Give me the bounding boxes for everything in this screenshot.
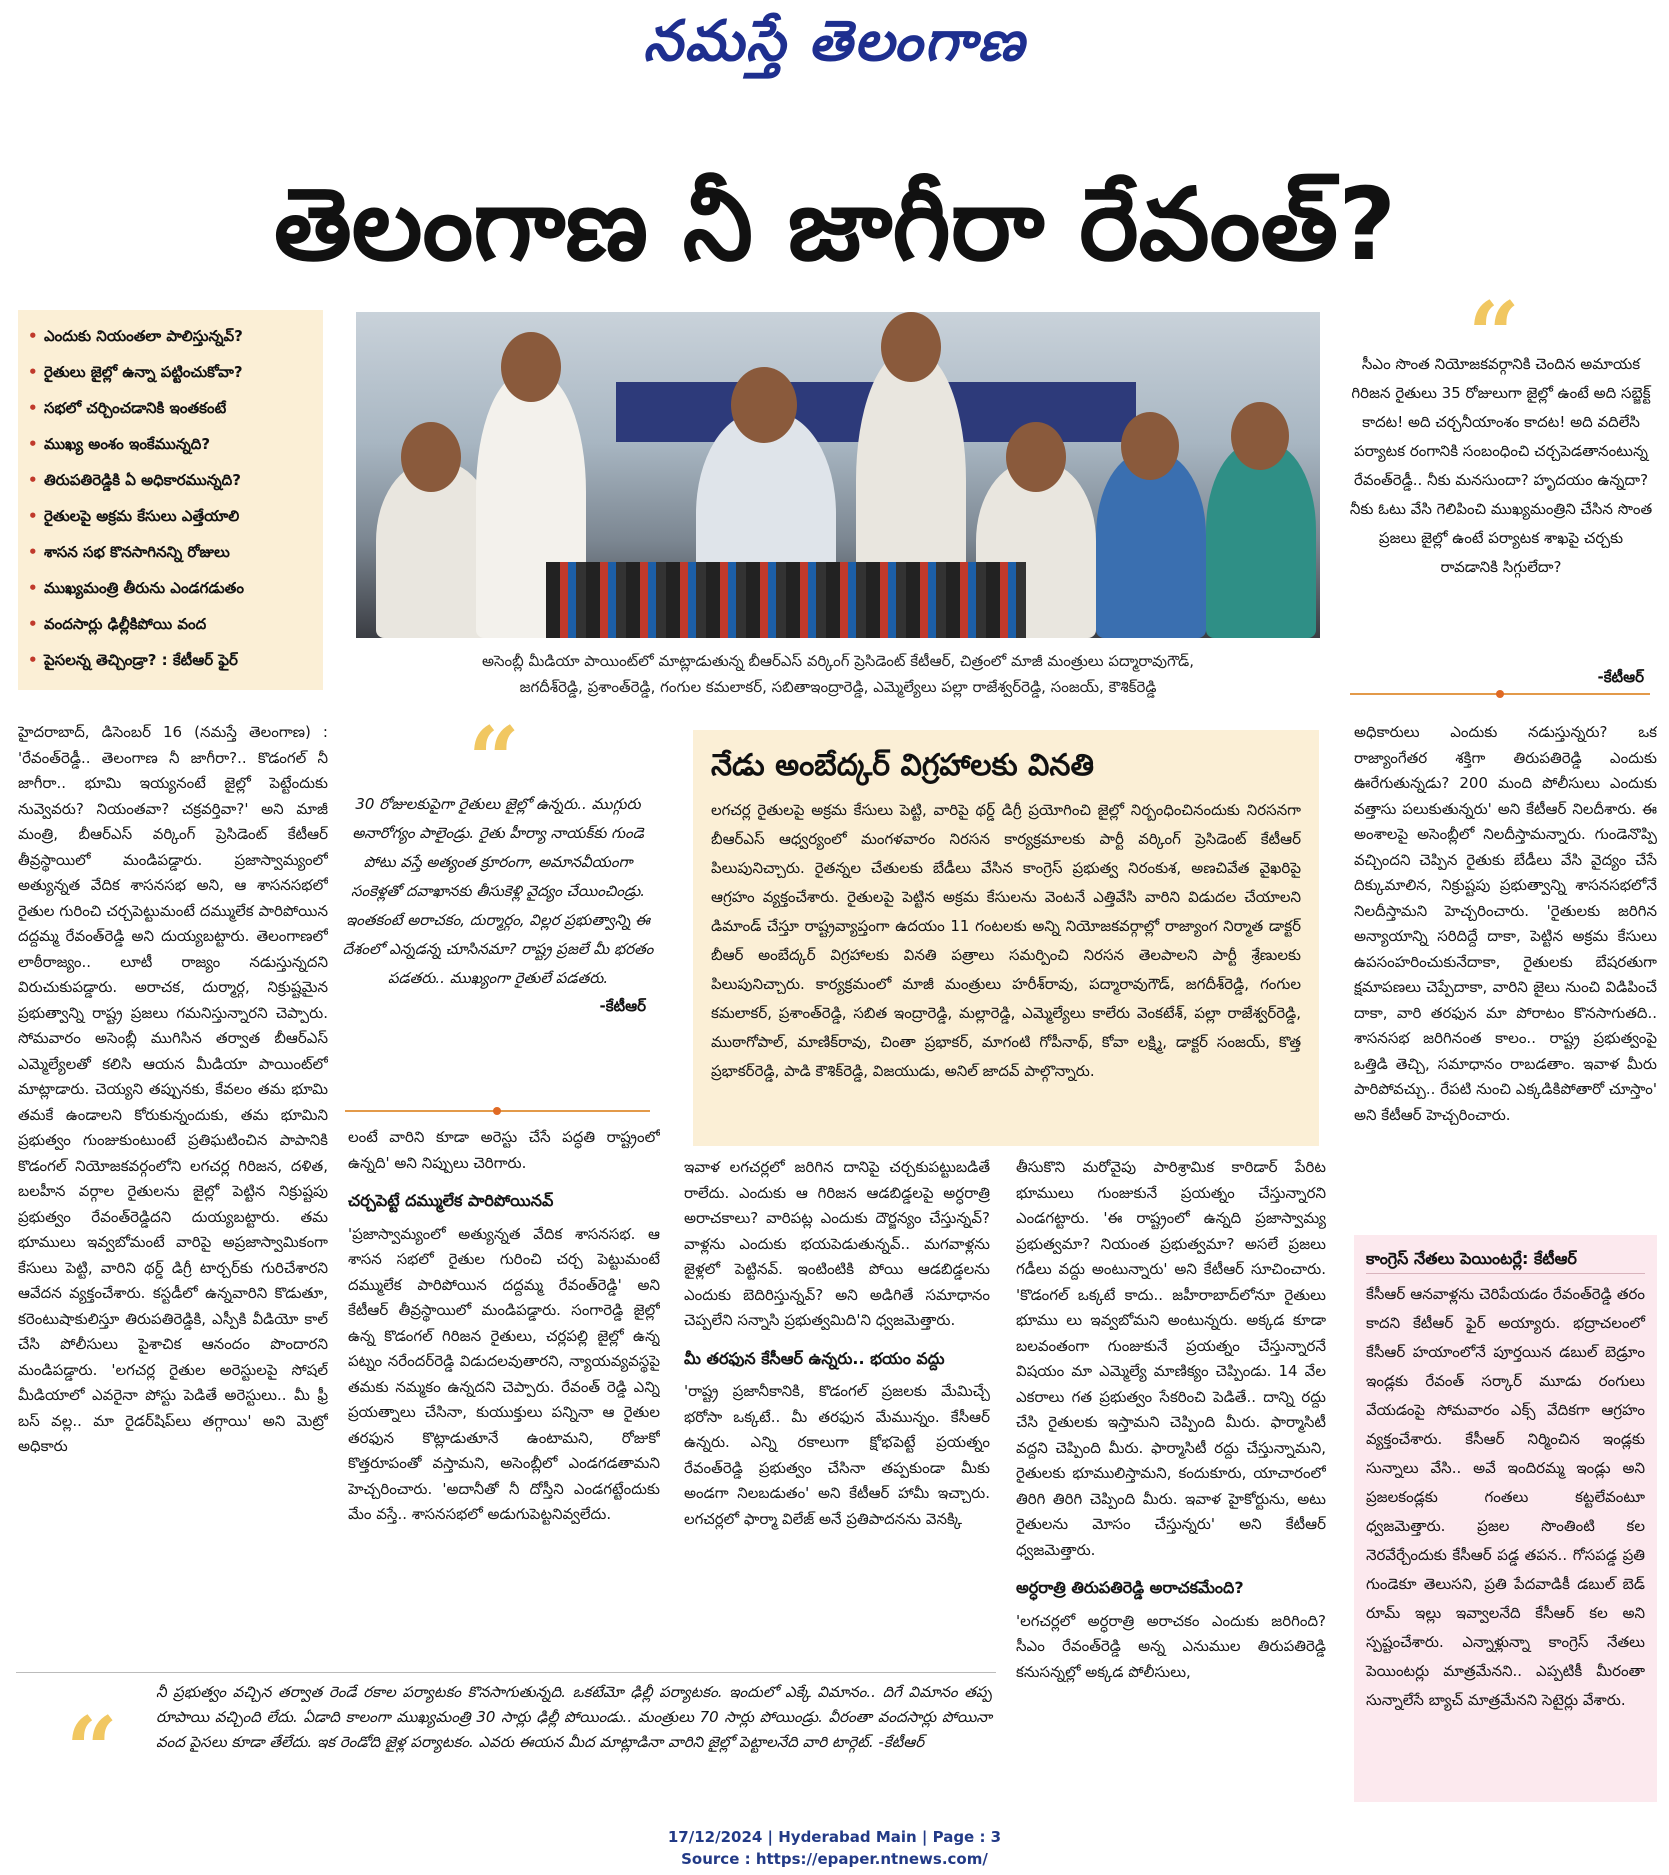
left-quote-text: 30 రోజులకుపైగా రైతులు జైల్లో ఉన్నరు.. ముగ్గురు అనారోగ్యం పాలైండ్రు. రైతు హీర్యా నాయక్‌కు గుండె పోటు వస్తే అత్యంత క్రూరంగా, అమానవీయంగా సంకెళ్లతో దవాఖానకు తీసుకెళ్లి వైద్యం చేయించిండ్రు. ఇంతకంటే అరాచకం, దుర్మార్గం, విల్లర ప్రభుత్వాన్ని ఈ దేశంలో ఎన్నడన్న చూసినమా? రాష్ట్ర ప్రజలే మీ భరతం పడతరు.. ముఖ్యంగా రైతులే పడతరు. — [342, 795, 654, 987]
questions-box — [18, 310, 323, 690]
question-item: • సభలో చర్చించడానికి ఇంతకంటే — [28, 390, 317, 426]
column-2 — [348, 1125, 660, 1680]
congress-box-title: కాంగ్రెస్ నేతలు పెయింటర్లే: కేటీఆర్ — [1366, 1245, 1645, 1274]
questions-list — [28, 318, 317, 678]
question-item: • తిరుపతిరెడ్డికి ఏ అధికారమున్నది? — [28, 462, 317, 498]
press-conference-photo — [356, 312, 1320, 638]
bottom-quote-text: నీ ప్రభుత్వం వచ్చిన తర్వాత రెండే రకాల పర్యాటకం కొనసాగుతున్నది. ఒకటేమో ఢిల్లీ పర్యాటకం. ఇందులో ఎక్కే విమానం.. దిగే విమానం తప్ప రూపాయి వచ్చింది లేదు. ఏడాది కాలంగా ముఖ్యమంత్రి 30 సార్లు ఢిల్లీ పోయిండు.. మంత్రులు 70 సార్లు పోయిండ్రు. వీరంతా వందసార్లు పోయినా వంద పైసలు కూడా తేలేదు. ఇక రెండోది జైళ్ల పర్యాటకం. ఎవరు ఈయన మీద మాట్లాడినా వారిని జైల్లో పెట్టాలనేది వారి టార్గెట్. -కేటీఆర్ — [156, 1683, 992, 1751]
divider-dot — [1496, 690, 1504, 698]
column-5 — [1354, 720, 1657, 1225]
right-quote-byline: -కేటీఆర్ — [1597, 668, 1644, 686]
caption-line-2: జగదీశ్‌రెడ్డి, ప్రశాంత్‌రెడ్డి, గంగుల కమలాకర్, సబితాఇంద్రారెడ్డి, ఎమ్మెల్యేలు పల్లా రాజేశ్వర్‌రెడ్డి, సంజయ్, కౌశిక్‌రెడ్డి — [519, 678, 1157, 696]
caption-line-1: అసెంబ్లీ మీడియా పాయింట్‌లో మాట్లాడుతున్న బీఆర్‌ఎస్ వర్కింగ్ ప్రెసిడెంట్ కేటీఆర్, చిత్రంలో మాజీ మంత్రులు పద్మారావుగౌడ్, — [482, 652, 1194, 670]
column-2-body: 'ప్రజాస్వామ్యంలో అత్యున్నత వేదిక శాసనసభ. ఆ శాసన సభలో రైతుల గురించి చర్చ పెట్టుమంటే దమ్ములేక పారిపోయిన దద్దమ్మ రేవంత్‌రెడ్డి' అని కేటీఆర్ తీవ్రస్థాయిలో మండిపడ్డారు. సంగారెడ్డి జైల్లో ఉన్న కొడంగల్ గిరిజన రైతులు, చర్లపల్లి జైల్లో ఉన్న పట్నం నరేందర్‌రెడ్డి విడుదలవుతారని, న్యాయవ్యవస్థపై తమకు నమ్మకం ఉన్నదని చెప్పారు. రేవంత్ రెడ్డి ఎన్ని ప్రయత్నాలు చేసినా, కుయుక్తులు పన్నినా ఆ రైతుల తరఫున కొట్లాడుతూనే ఉంటామని, రోజుకో కొత్తరూపంతో వస్తామని, అసెంబ్లీలో ఎండగడతామని హెచ్చరించారు. 'అదానీతో నీ దోస్తీని ఎండగట్టేందుకు మేం వస్తే.. శాసనసభలో అడుగుపెట్టనివ్వలేదు. — [348, 1224, 660, 1523]
quote-icon: “ — [1468, 282, 1520, 388]
ambedkar-body: లగచర్ల రైతులపై అక్రమ కేసులు పెట్టి, వారిపై థర్డ్ డిగ్రీ ప్రయోగించి జైల్లో నిర్బంధించినందుకు నిరసనగా బీఆర్‌ఎస్ ఆధ్వర్యంలో మంగళవారం నిరసన కార్యక్రమాలకు పార్టీ వర్కింగ్ ప్రెసిడెంట్ కేటీఆర్ పిలుపునిచ్చారు. రైతన్నల చేతులకు బేడీలు వేసిన కాంగ్రెస్ ప్రభుత్వ నిరంకుశ, అణచివేత వైఖరిపై ఆగ్రహం వ్యక్తంచేశారు. రైతులపై పెట్టిన అక్రమ కేసులను వెంటనే ఎత్తివేసి వారిని విడుదల చేయాలని డిమాండ్ చేస్తూ రాష్ట్రవ్యాప్తంగా ఉదయం 11 గంటలకు అన్ని నియోజకవర్గాల్లో రాజ్యాంగ నిర్మాత డాక్టర్ బీఆర్ అంబేద్కర్ విగ్రహాలకు వినతి పత్రాలు సమర్పించి నిరసన తెలపాలని పార్టీ శ్రేణులకు పిలుపునిచ్చారు. కార్యక్రమంలో మాజీ మంత్రులు హరీశ్‌రావు, పద్మారావుగౌడ్, జగదీశ్‌రెడ్డి, గంగుల కమలాకర్, ప్రశాంత్‌రెడ్డి, సబిత ఇంద్రారెడ్డి, మల్లారెడ్డి, ఎమ్మెల్యేలు కాలేరు వెంకటేశ్, పల్లా రాజేశ్వర్‌రెడ్డి, ముఠాగోపాల్, మాణిక్‌రావు, చింతా ప్రభాకర్, మాగంటి గోపీనాథ్, కోవా లక్ష్మి, డాక్టర్ సంజయ్, కొత్త ప్రభాకర్‌రెడ్డి, పాడి కౌశిక్‌రెడ్డి, విజయుడు, అనిల్ జాదవ్ పాల్గొన్నారు. — [711, 801, 1301, 1080]
divider-dot — [493, 1107, 501, 1115]
column-5-text: అధికారులు ఎందుకు నడుస్తున్నరు? ఒక రాజ్యాంగేతర శక్తిగా తిరుపతిరెడ్డి ఎందుకు ఊరేగుతున్నడు? 200 మంది పోలీసులు ఎందుకు వత్తాసు పలుకుతున్నరు' అని కేటీఆర్ నిలదీశారు. ఈ అంశాలపై అసెంబ్లీలో నిలదీస్తామన్నారు. గుండెనొప్పి వచ్చిందని చెప్పిన రైతుకు బేడీలు వేసి వైద్యం చేసే దిక్కుమాలిన, నిక్రుష్టపు ప్రభుత్వాన్ని శాసనసభలోనే నిలదీస్తామని హెచ్చరించారు. 'రైతులకు జరిగిన అన్యాయాన్ని సరిదిద్దే దాకా, పెట్టిన అక్రమ కేసులు ఉపసంహరించుకునేదాకా, రైతులకు బేషరతుగా క్షమాపణలు చెప్పేదాకా, వారిని జైలు నుంచి విడిపించే దాకా, వారి తరఫున మా పోరాటం కొనసాగుతది.. శాసనసభ జరిగినంత కాలం.. రాష్ట్ర ప్రభుత్వంపై ఒత్తిడి తెచ్చి, సమాధానం రాబడతాం. ఇవాళ మీరు పారిపోవచ్చు.. రేపటి నుంచి ఎక్కడికిపోతారో చూస్తాం' అని కేటీఆర్ హెచ్చరించారు. — [1354, 723, 1657, 1124]
column-3 — [684, 1155, 990, 1680]
quote-icon: “ — [468, 707, 520, 813]
column-1-text: హైదరాబాద్, డిసెంబర్ 16 (నమస్తే తెలంగాణ) : 'రేవంత్‌రెడ్డీ.. తెలంగాణ నీ జాగీరా?.. కొడంగల్ నీ జాగీరా.. భూమి ఇయ్యనంటే జైల్లో పెట్టేందుకు నువ్వెవరు? నియంతవా? చక్రవర్తివా?' అని మాజీ మంత్రి, బీఆర్‌ఎస్ వర్కింగ్ ప్రెసిడెంట్ కేటీఆర్ తీవ్రస్థాయిలో మండిపడ్డారు. ప్రజాస్వామ్యంలో అత్యున్నత వేదిక శాసనసభ అని, ఆ శాసనసభలో రైతుల గురించి చర్చపెట్టుమంటే దమ్ములేక పారిపోయిన దద్దమ్మ రేవంత్‌రెడ్డి అని దుయ్యబట్టారు. తెలంగాణలో లాఠీరాజ్యం.. లూటీ రాజ్యం నడుస్తున్నదని విరుచుకుపడ్డారు. అరాచక, దుర్మార్గ, నిక్రుష్టమైన ప్రభుత్వాన్ని రాష్ట్ర ప్రజలు గమనిస్తున్నారని చెప్పారు. సోమవారం అసెంబ్లీ ముగిసిన తర్వాత బీఆర్‌ఎస్ ఎమ్మెల్యేలతో కలిసి ఆయన మీడియా పాయింట్‌లో మాట్లాడారు. చెయ్యని తప్పునకు, కేవలం తమ భూమి తమకే ఉండాలని కోరుకున్నందుకు, తమ భూమిని ప్రభుత్వం గుంజుకుంటుంటే ప్రతిఘటించిన పాపానికి కొడంగల్ నియోజకవర్గంలోని లగచర్ల గిరిజన, దళిత, బలహీన వర్గాల రైతులను జైల్లో పెట్టిన నిక్రుష్టపు ప్రభుత్వం రేవంత్‌రెడ్డిదని దుయ్యబట్టారు. తమ భూములు ఇవ్వబోమంటే వారిపై అప్రజాస్వామికంగా కేసులు పెట్టి, వారిని థర్డ్ డిగ్రీ టార్చర్‌కు గురిచేశారని ఆవేదన వ్యక్తంచేశారు. కస్టడీలో ఉన్నవారిని కొడుతూ, కరెంటుషాకులిస్తూ తిరుపతిరెడ్డికి, ఎస్పీకి వీడియో కాల్ చేసి పోలీసులు పైశాచిక ఆనందం పొందారని మండిపడ్డారు. 'లగచర్ల రైతుల అరెస్టులపై సోషల్ మీడియాలో ఎవరైనా పోస్టు పెడితే అరెస్టులు.. మీ ఫ్రీ బస్ వల్ల.. మా రైడర్‌షిప్‌లు తగ్గాయి' అని మెట్రో అధికారు — [18, 723, 328, 1455]
ambedkar-box — [693, 730, 1319, 1146]
column-2-intro: లంటే వారిని కూడా అరెస్టు చేసే పద్ధతి రాష్ట్రంలో ఉన్నది' అని నిప్పులు చెరిగారు. — [348, 1128, 660, 1172]
question-item: • పైసలన్న తెచ్చిండ్రా? : కేటీఆర్ ఫైర్ — [28, 642, 317, 678]
headline-text: తెలంగాణ నీ జాగీరా రేవంత్? — [273, 166, 1397, 283]
question-item: • వందసార్లు ఢిల్లీకిపోయి వంద — [28, 606, 317, 642]
right-quote-box — [1348, 282, 1654, 690]
question-item: • శాసన సభ కొనసాగినన్ని రోజులు — [28, 534, 317, 570]
question-item: • ముఖ్య అంశం ఇంకేమున్నది? — [28, 426, 317, 462]
column-4-body-2: 'లగచర్లలో అర్ధరాత్రి అరాచకం ఎందుకు జరిగింది? సీఎం రేవంత్‌రెడ్డి అన్న ఎనుముల తిరుపతిరెడ్డి కనుసన్నల్లో అక్కడ పోలీసులు, — [1016, 1611, 1326, 1681]
congress-box-body: కేసీఆర్ ఆనవాళ్లను చెరిపేయడం రేవంత్‌రెడ్డి తరం కాదని కేటీఆర్ ఫైర్ అయ్యారు. భద్రాచలంలో కేసీఆర్ హయాంలోనే పూర్తయిన డబుల్ బెడ్రూం ఇండ్లకు రేవంత్ సర్కార్ మూడు రంగులు వేయడంపై సోమవారం ఎక్స్ వేదికగా ఆగ్రహం వ్యక్తంచేశారు. కేసీఆర్ నిర్మించిన ఇండ్లకు సున్నాలు వేసి.. అవే ఇందిరమ్మ ఇండ్లు అని ప్రజలకండ్లకు గంతలు కట్టలేవంటూ ధ్వజమెత్తారు. ప్రజల సొంతింటి కల నెరవేర్చేందుకు కేసీఆర్ పడ్డ తపన.. గోసపడ్డ ప్రతి గుండెకూ తెలుసని, ప్రతి పేదవాడికీ డబుల్ బెడ్ రూమ్ ఇల్లు ఇవ్వాలనేది కేసీఆర్ కల అని స్పష్టంచేశారు. ఎన్నాళ్లున్నా కాంగ్రెస్ నేతలు పెయింటర్లు మాత్రమేనని.. ఎప్పటికీ మీరంతా సున్నాలేసే బ్యాచ్ మాత్రమేనని సెటైర్లు వేశారు. — [1366, 1285, 1645, 1709]
right-quote-text: సీఎం సొంత నియోజకవర్గానికి చెందిన అమాయక గిరిజన రైతులు 35 రోజులుగా జైల్లో ఉంటే అది సబ్జెక్ట్ కాదట! అది చర్చనీయాంశం కాదట! అది వదిలేసి పర్యాటక రంగానికి సంబంధించి చర్చపెడతానంటున్న రేవంత్‌రెడ్డీ.. నీకు మనసుందా? హృదయం ఉన్నదా? నీకు ఓటు వేసి గెలిపించి ముఖ్యమంత్రిని చేసిన సొంత ప్రజలు జైల్లో ఉంటే పర్యాటక శాఖపై చర్చకు రావడానికి సిగ్గులేదా? — [1349, 355, 1653, 576]
congress-painters-box — [1354, 1235, 1657, 1802]
column-3-body-1: ఇవాళ లగచర్లలో జరిగిన దానిపై చర్చకుపట్టుబడితే రాలేదు. ఎందుకు ఆ గిరిజన ఆడబిడ్డలపై అర్ధరాత్రి అరాచకాలు? వారిపట్ల ఎందుకు దౌర్జన్యం చేస్తున్నవ్? వాళ్లను ఎందుకు భయపెడుతున్నవ్.. మగవాళ్లను జైళ్లలో పెట్టినవ్. ఇంటింటికి పోయి ఆడబిడ్డలను ఎందుకు బెదిరిస్తున్నవ్? అని అడిగితే సమాధానం చెప్పలేని సన్నాసి ప్రభుత్వమిది'ని ధ్వజమెత్తారు. — [684, 1158, 990, 1329]
left-quote-box — [340, 707, 656, 1110]
question-item: • రైతులపై అక్రమ కేసులు ఎత్తేయాలి — [28, 498, 317, 534]
question-item: • ముఖ్యమంత్రి తీరును ఎండగడుతం — [28, 570, 317, 606]
main-headline — [15, 150, 1655, 310]
quote-icon: “ — [66, 1697, 118, 1803]
bottom-quote-box — [16, 1680, 996, 1810]
column-3-body-2: 'రాష్ట్ర ప్రజానీకానికి, కొడంగల్ ప్రజలకు మేమిచ్చే భరోసా ఒక్కటే.. మీ తరఫున మేమున్నం. కేసీఆర్ ఉన్నరు. ఎన్ని రకాలుగా క్షోభపెట్టే ప్రయత్నం రేవంత్‌రెడ్డి ప్రభుత్వం చేసినా తప్పకుండా మీకు అండగా నిలబడుతం' అని కేటీఆర్ హామీ ఇచ్చారు. లగచర్లలో ఫార్మా విలేజ్ అనే ప్రతిపాదనను వెనక్కి — [684, 1382, 990, 1528]
question-item: • ఎందుకు నియంతలా పాలిస్తున్నవ్? — [28, 318, 317, 354]
column-2-subhead: చర్చపెట్టే దమ్ములేక పారిపోయినవ్ — [348, 1191, 554, 1210]
column-4 — [1016, 1155, 1326, 1805]
divider — [16, 1672, 996, 1673]
column-4-subhead: అర్ధరాత్రి తిరుపతిరెడ్డి అరాచకమేంది? — [1016, 1578, 1244, 1597]
masthead-title: నమస్తే తెలంగాణ — [643, 8, 1026, 74]
column-4-body-1: తీసుకొని మరోవైపు పారిశ్రామిక కారిడార్ పేరిట భూములు గుంజుకునే ప్రయత్నం చేస్తున్నారని ఎండగట్టారు. 'ఈ రాష్ట్రంలో ఉన్నది ప్రజాస్వామ్య ప్రభుత్వమా? నియంత ప్రభుత్వమా? అసలే ప్రజలు గడీలు వద్దు అంటున్నారు' అని కేటీఆర్ సూచించారు. 'కొడంగల్ ఒక్కటే కాదు.. జహీరాబాద్‌లోనూ రైతులు భూము లు ఇవ్వబోమని అంటున్నరు. అక్కడ కూడా బలవంతంగా గుంజుకునే ప్రయత్నం చేస్తున్నారనే విషయం మా ఎమ్మెల్యే మాణిక్యం చెప్పిండు. 14 వేల ఎకరాలు గత ప్రభుత్వం సేకరించి పెడితే.. దాన్ని రద్దు చేసి రైతులకు ఇస్తామని చెప్పింది మీరు. ఫార్మాసిటీ వద్దని చెప్పింది మీరు. ఫార్మాసిటీ రద్దు చేస్తున్నామని, రైతులకు భూములిస్తామని, కందుకూరు, యాచారంలో తిరిగి తిరిగి చెప్పింది మీరు. ఇవాళ హైకోర్టును, అటు రైతులను మోసం చేస్తున్నరు' అని కేటీఆర్ ధ్వజమెత్తారు. — [1016, 1158, 1326, 1559]
footer-source-link[interactable]: Source : https://epaper.ntnews.com/ — [681, 1850, 988, 1868]
left-quote-byline: -కేటీఆర్ — [599, 997, 646, 1015]
microphones — [546, 562, 1026, 638]
column-1 — [18, 720, 328, 1680]
footer — [0, 1826, 1669, 1870]
footer-date-line: 17/12/2024 | Hyderabad Main | Page : 3 — [667, 1828, 1002, 1846]
photo-caption — [356, 648, 1320, 700]
ambedkar-title: నేడు అంబేద్కర్ విగ్రహాలకు వినతి — [711, 748, 1094, 783]
column-3-subhead: మీ తరఫున కేసీఆర్ ఉన్నరు.. భయం వద్దు — [684, 1348, 945, 1368]
question-item: • రైతులు జైల్లో ఉన్నా పట్టించుకోవా? — [28, 354, 317, 390]
masthead — [0, 8, 1669, 80]
